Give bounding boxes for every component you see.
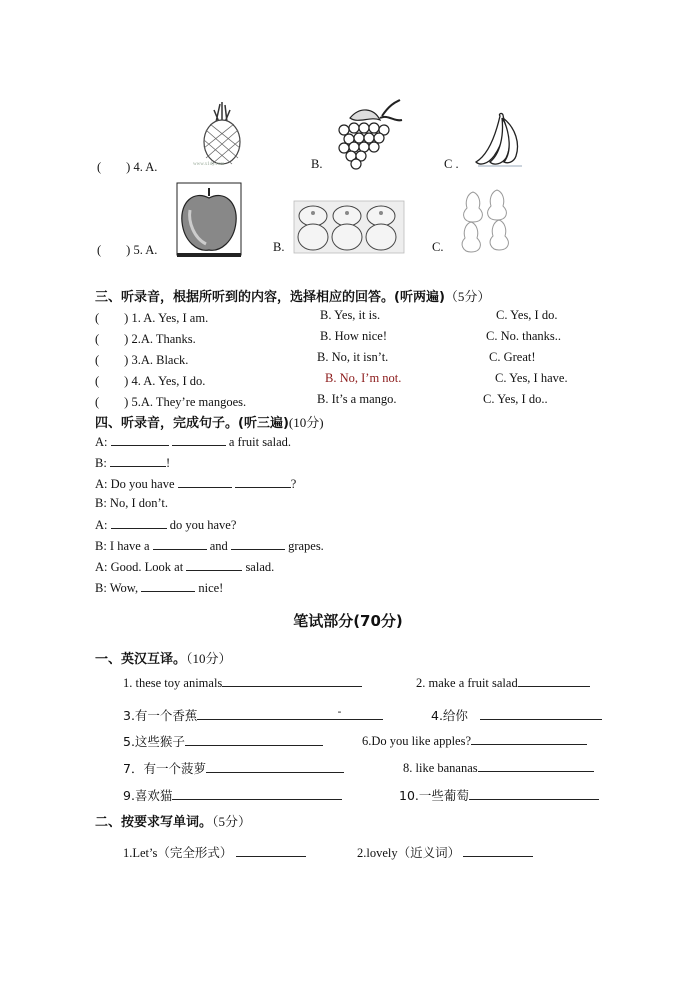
pic-q5-number: ( ) 5. A. <box>97 243 158 257</box>
sec3-q3-c: C. Great! <box>489 350 536 364</box>
answer-blank[interactable] <box>469 787 599 800</box>
sec3-q4-b: B. No, I’m not. <box>325 371 402 385</box>
dialog-line: B: No, I don’t. <box>95 496 169 510</box>
apple-image <box>176 182 242 258</box>
translation-item: 1. these toy animals <box>123 674 362 691</box>
answer-blank[interactable] <box>111 516 167 529</box>
sec3-q5-a: ( ) 5.A. They’re mangoes. <box>95 395 247 409</box>
grapes-image <box>330 98 406 170</box>
pic-q4-c: C . <box>444 157 459 171</box>
dialog-line: B: ! <box>95 456 171 470</box>
answer-blank[interactable] <box>141 579 195 592</box>
translation-item: 7．有一个菠萝 <box>123 759 344 777</box>
pic-q4-b: B. <box>311 157 323 171</box>
answer-blank[interactable] <box>172 433 226 446</box>
answer-blank[interactable] <box>222 674 362 687</box>
dialog-line: B: Wow, nice! <box>95 581 224 595</box>
answer-blank[interactable]: - <box>197 707 383 720</box>
oranges-image <box>293 200 405 254</box>
translation-item: 10.一些葡萄 <box>399 786 599 804</box>
watermark: www.x1dy.com <box>193 162 225 167</box>
sec3-q5-b: B. It’s a mango. <box>317 392 397 406</box>
answer-blank[interactable] <box>206 760 344 773</box>
answer-blank[interactable] <box>186 558 242 571</box>
dialog-line: A: a fruit salad. <box>95 435 292 449</box>
pic-q4-number: ( ) 4. A. <box>97 160 158 174</box>
answer-blank[interactable] <box>110 454 166 467</box>
sec3-title: 三、听录音，根据所听到的内容，选择相应的回答。(听两遍)（5分） <box>95 289 491 305</box>
answer-blank[interactable] <box>235 475 291 488</box>
part2-title: 二、按要求写单词。（5分） <box>95 814 252 830</box>
translation-item: 9.喜欢猫 <box>123 786 342 804</box>
word-item: 1.Let’s（完全形式） <box>123 843 306 861</box>
word-item: 2.lovely（近义词） <box>357 843 533 861</box>
dialog-line: A: Good. Look at salad. <box>95 560 275 574</box>
sec3-q4-a: ( ) 4. A. Yes, I do. <box>95 374 206 388</box>
pineapple-image <box>190 100 252 168</box>
answer-blank[interactable] <box>471 732 587 745</box>
dialog-line: A: Do you have ? <box>95 477 297 491</box>
sec3-q1-b: B. Yes, it is. <box>320 308 381 322</box>
sec3-q2-b: B. How nice! <box>320 329 387 343</box>
sec3-q3-b: B. No, it isn’t. <box>317 350 389 364</box>
answer-blank[interactable] <box>172 787 342 800</box>
translation-item: 5.这些猴子 <box>123 732 323 750</box>
answer-blank[interactable] <box>236 844 306 857</box>
sec3-q3-a: ( ) 3.A. Black. <box>95 353 189 367</box>
sec3-q2-c: C. No. thanks.. <box>486 329 561 343</box>
sec3-q1-a: ( ) 1. A. Yes, I am. <box>95 311 209 325</box>
dialog-line: A: do you have? <box>95 518 237 532</box>
sec3-q5-c: C. Yes, I do.. <box>483 392 548 406</box>
written-part-title: 笔试部分(70分) <box>293 612 403 630</box>
dialog-line: B: I have a and grapes. <box>95 539 324 553</box>
answer-blank[interactable] <box>480 707 602 720</box>
sec3-q2-a: ( ) 2.A. Thanks. <box>95 332 196 346</box>
pic-q5-c: C. <box>432 240 444 254</box>
answer-blank[interactable] <box>111 433 169 446</box>
sec3-q4-c: C. Yes, I have. <box>495 371 568 385</box>
sec4-title: 四、听录音，完成句子。(听三遍)(10分) <box>95 415 324 431</box>
part1-title: 一、英汉互译。（10分） <box>95 651 232 667</box>
translation-item: 2. make a fruit salad <box>416 674 590 691</box>
pic-q5-b: B. <box>273 240 285 254</box>
answer-blank[interactable] <box>478 759 594 772</box>
translation-item: 4.给你 <box>431 706 602 724</box>
sec3-q1-c: C. Yes, I do. <box>496 308 558 322</box>
answer-blank[interactable] <box>463 844 533 857</box>
pears-image <box>455 186 517 254</box>
answer-blank[interactable] <box>178 475 232 488</box>
answer-blank[interactable] <box>231 537 285 550</box>
translation-item: 6.Do you like apples? <box>362 732 587 749</box>
answer-blank[interactable] <box>185 733 323 746</box>
banana-image <box>472 112 524 170</box>
translation-item: 3.有一个香蕉 - <box>123 706 383 724</box>
translation-item: 8. like bananas <box>403 759 594 776</box>
answer-blank[interactable] <box>153 537 207 550</box>
answer-blank[interactable] <box>518 674 590 687</box>
